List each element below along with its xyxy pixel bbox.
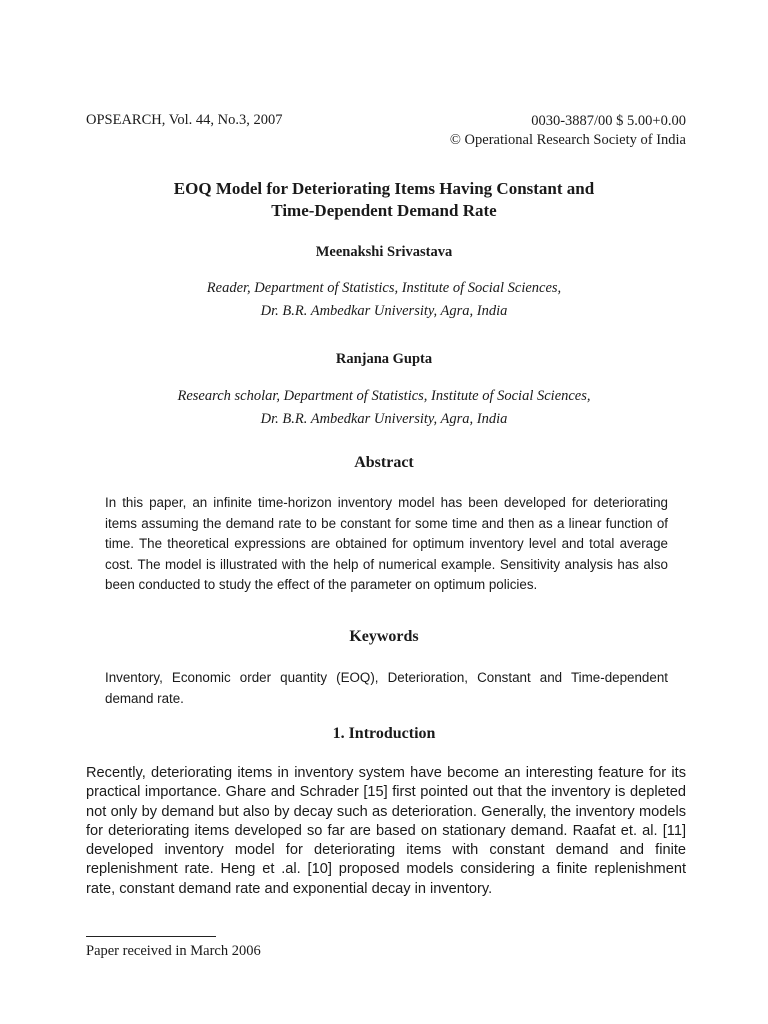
- author-name-1: Meenakshi Srivastava: [315, 244, 453, 260]
- affiliation-1-line-2: Dr. B.R. Ambedkar University, Agra, India: [260, 303, 508, 319]
- journal-citation: OPSEARCH, Vol. 44, No.3, 2007: [86, 112, 283, 128]
- author-affiliation-1: [0, 277, 768, 323]
- title-line-2: Time-Dependent Demand Rate: [271, 201, 497, 220]
- footnote-received: Paper received in March 2006: [86, 943, 261, 959]
- affiliation-1-line-1: Reader, Department of Statistics, Institute of Social Sciences,: [206, 280, 562, 296]
- paper-title: [0, 178, 768, 222]
- copyright-notice: © Operational Research Society of India: [449, 132, 686, 148]
- introduction-heading: 1. Introduction: [332, 725, 436, 742]
- author-name-2: Ranjana Gupta: [335, 351, 433, 367]
- keywords-heading: Keywords: [349, 628, 419, 645]
- keywords-text: Inventory, Economic order quantity (EOQ), Deterioration, Constant and Time-dependent demand rate.: [105, 670, 668, 706]
- abstract-heading: Abstract: [354, 454, 414, 471]
- affiliation-2-line-2: Dr. B.R. Ambedkar University, Agra, India: [260, 411, 508, 427]
- introduction-text: Recently, deteriorating items in inventory system have become an interesting feature for its practical importance. Ghare and Schrader [15] first pointed out that the inventory is depleted not only by demand but also by decay such as deterioration. Generally, the inventory models for deteriorating items developed so far are based on stationary demand. Raafat et. al. [11] developed inventory model for deteriorating items with constant demand and finite replenishment rate. Heng et .al. [10] proposed models considering a finite replenishment rate, constant demand rate and exponential decay in inventory.: [86, 765, 686, 897]
- affiliation-2-line-1: Research scholar, Department of Statistics, Institute of Social Sciences,: [177, 388, 591, 404]
- issn-price: 0030-3887/00 $ 5.00+0.00: [531, 113, 686, 129]
- journal-meta: [450, 112, 686, 150]
- author-affiliation-2: [0, 385, 768, 431]
- footnote-divider: [86, 936, 216, 937]
- abstract-text: In this paper, an infinite time-horizon inventory model has been developed for deteriorating items assuming the demand rate to be constant for some time and then as a linear function of time. The theoretical expressions are obtained for optimum inventory level and total average cost. The model is illustrated with the help of numerical example. Sensitivity analysis has also been conducted to study the effect of the parameter on optimum policies.: [105, 495, 668, 592]
- title-line-1: EOQ Model for Deteriorating Items Having Constant and: [173, 179, 595, 198]
